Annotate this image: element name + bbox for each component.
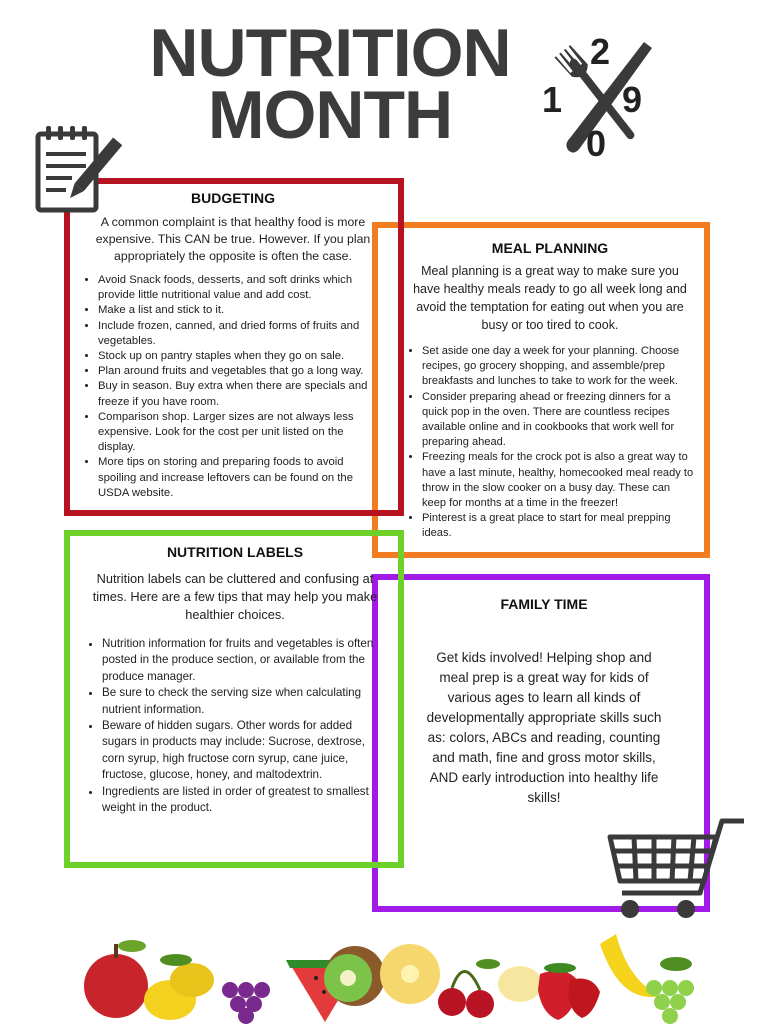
budgeting-list xyxy=(82,273,384,501)
title-line-2: MONTH xyxy=(207,77,453,153)
date-digit-top: 2 xyxy=(590,31,611,72)
family-time-heading: FAMILY TIME xyxy=(500,596,588,612)
list-item: • Buy in season. Buy extra when there are specials and freeze if you have room. xyxy=(98,379,384,409)
nutrition-labels-section xyxy=(64,530,404,868)
date-digit-right: 9 xyxy=(622,79,643,120)
notepad-pencil-icon xyxy=(30,122,125,217)
list-item: • Comparison shop. Larger sizes are not always less expensive. Look for the cost per unit listed on the display. xyxy=(98,410,384,456)
meal-planning-section xyxy=(372,222,710,558)
list-item: • Pinterest is a great place to start for meal prepping ideas. xyxy=(422,511,694,541)
list-item: • Nutrition information for fruits and vegetables is often posted in the produce section, or available from the produce manager. xyxy=(102,636,384,685)
list-item: • More tips on storing and preparing foods to avoid spoiling and increase leftovers can be found on the USDA website. xyxy=(98,455,384,501)
meal-planning-heading: MEAL PLANNING xyxy=(491,240,609,256)
family-time-text: Get kids involved! Helping shop and meal prep is a great way for kids of various ages to learn all kinds of developmentally appropriate skills such as: colors, ABCs and reading, counting and math, fine and gross motor skills, AND early introduction into healthy life skills! xyxy=(426,650,662,805)
list-item: • Stock up on pantry staples when they go on sale. xyxy=(98,349,384,364)
date-digit-left: 1 xyxy=(542,79,563,120)
meal-planning-intro: Meal planning is a great way to make sure you have healthy meals ready to go all week long and avoid the temptation for eating out when you are busy or too tired to cook. xyxy=(413,264,687,332)
meal-planning-list xyxy=(406,344,694,542)
list-item: • Freezing meals for the crock pot is also a great way to have a last minute, healthy, homecooked meal ready to throw in the slow cooker on a busy day. These can keep for months at a time in the freezer! xyxy=(422,450,694,511)
list-item: • Beware of hidden sugars. Other words for added sugars in products may include: Sucrose, dextrose, corn syrup, high fructose corn syrup, cane juice, fructose, glucose, honey, and maltodextrin. xyxy=(102,718,384,784)
nutrition-labels-heading: NUTRITION LABELS xyxy=(166,544,304,560)
list-item: • Ingredients are listed in order of greatest to smallest weight in the product. xyxy=(102,784,384,817)
date-digit-bottom: 0 xyxy=(586,123,607,160)
list-item: • Be sure to check the serving size when calculating nutrient information. xyxy=(102,685,384,718)
budgeting-section xyxy=(64,178,404,516)
budgeting-heading: BUDGETING xyxy=(191,190,275,206)
list-item: • Consider preparing ahead or freezing dinners for a quick pop in the oven. There are countless recipes available online and in cookbooks that work well for preparing ahead. xyxy=(422,390,694,451)
title-line-1: NUTRITION xyxy=(149,15,511,91)
fruit-border-icon xyxy=(80,904,700,1024)
nutrition-labels-intro: Nutrition labels can be cluttered and confusing at times. Here are a few tips that may help you make healthier choices. xyxy=(92,571,378,622)
list-item: • Plan around fruits and vegetables that go a long way. xyxy=(98,364,384,379)
budgeting-intro: A common complaint is that healthy food is more expensive. This CAN be true. However. If you plan appropriately the opposite is often the case. xyxy=(95,215,371,263)
list-item: • Make a list and stick to it. xyxy=(98,303,384,318)
list-item: • Include frozen, canned, and dried forms of fruits and vegetables. xyxy=(98,319,384,349)
list-item: • Set aside one day a week for your planning. Choose recipes, go grocery shopping, and assemble/prep breakfasts and lunches to take to work for the week. xyxy=(422,344,694,390)
fork-knife-icon xyxy=(540,30,658,160)
list-item: • Avoid Snack foods, desserts, and soft drinks which provide little nutritional value and add cost. xyxy=(98,273,384,303)
nutrition-labels-list xyxy=(86,636,384,816)
page-title xyxy=(100,15,563,153)
